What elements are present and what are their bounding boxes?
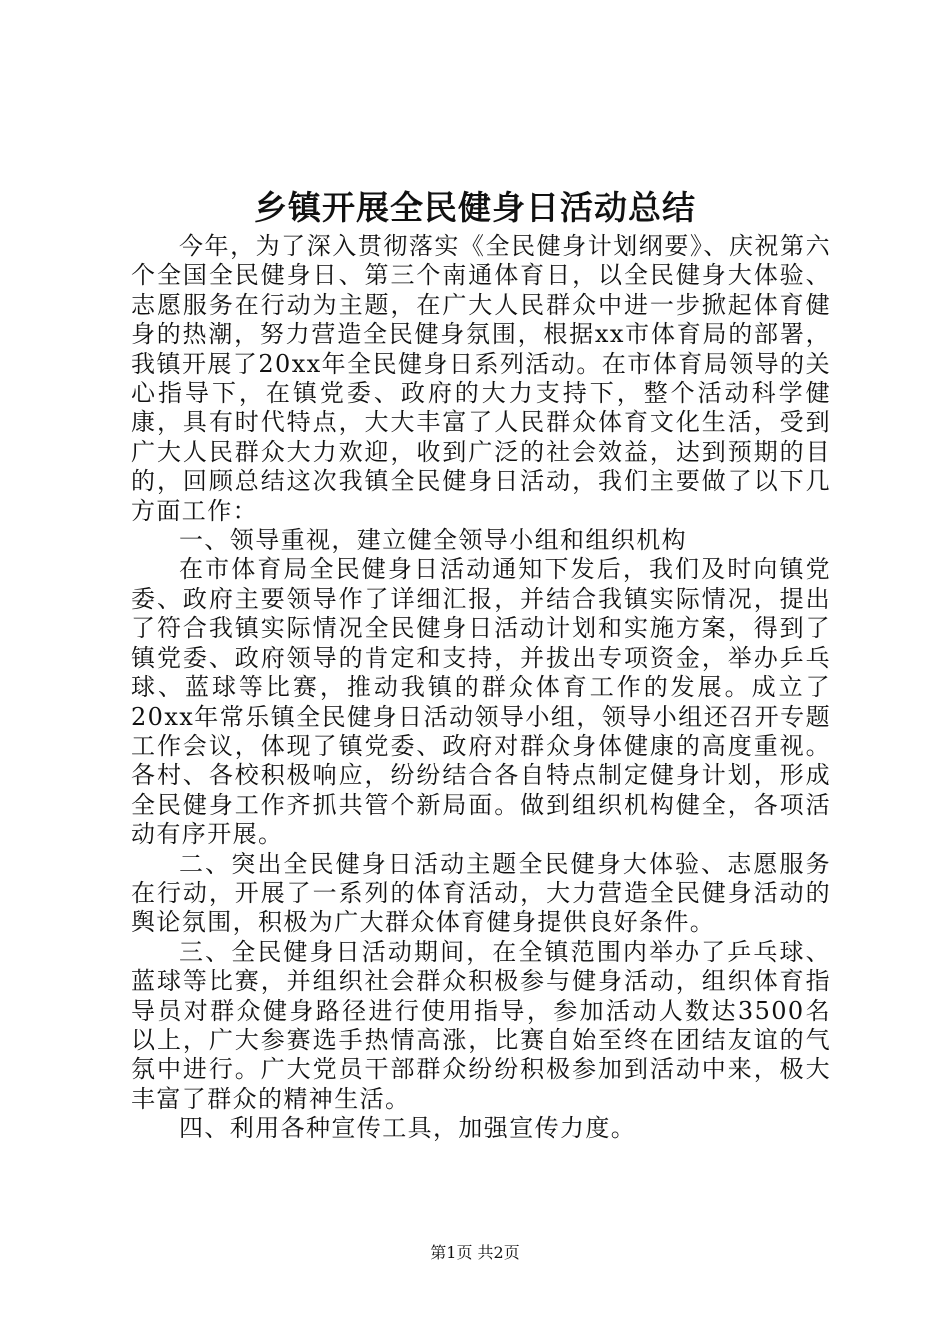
page-footer: 第1页 共2页 [430,1243,520,1262]
paragraph-intro: 今年，为了深入贯彻落实《全民健身计划纲要》、庆祝第六个全国全民健身日、第三个南通体育日，以全民健身大体验、志愿服务在行动为主题，在广大人民群众中进一步掀起体育健身的热潮，努力营造全民健身氛围，根据xx市体育局的部署，我镇开展了20xx年全民健身日系列活动。在市体育局领导的关心指导下，在镇党委、政府的大力支持下，整个活动科学健康，具有时代特点，大大丰富了人民群众体育文化生活，受到广大人民群众大力欢迎，收到广泛的社会效益，达到预期的目的，回顾总结这次我镇全民健身日活动，我们主要做了以下几方面工作： [131,232,831,525]
paragraph-section-2: 二、突出全民健身日活动主题全民健身大体验、志愿服务在行动，开展了一系列的体育活动，大力营造全民健身活动的舆论氛围，积极为广大群众体育健身提供良好条件。 [131,849,831,937]
document-title: 乡镇开展全民健身日活动总结 [254,188,696,227]
section-heading-1: 一、领导重视，建立健全领导小组和组织机构 [179,526,687,555]
section-heading-4: 四、利用各种宣传工具，加强宣传力度。 [179,1114,637,1143]
paragraph-section-1: 在市体育局全民健身日活动通知下发后，我们及时向镇党委、政府主要领导作了详细汇报，并结合我镇实际情况，提出了符合我镇实际情况全民健身日活动计划和实施方案，得到了镇党委、政府领导的肯定和支持，并拔出专项资金，举办乒乓球、蓝球等比赛，推动我镇的群众体育工作的发展。成立了20xx年常乐镇全民健身日活动领导小组，领导小组还召开专题工作会议，体现了镇党委、政府对群众身体健康的高度重视。各村、各校积极响应，纷纷结合各自特点制定健身计划，形成全民健身工作齐抓共管个新局面。做到组织机构健全，各项活动有序开展。 [131,555,831,849]
document-body [131,232,831,1144]
paragraph-section-3: 三、全民健身日活动期间，在全镇范围内举办了乒乓球、蓝球等比赛，并组织社会群众积极参与健身活动，组织体育指导员对群众健身路径进行使用指导，参加活动人数达3500名以上，广大参赛选手热情高涨，比赛自始至终在团结友谊的气氛中进行。广大党员干部群众纷纷积极参加到活动中来，极大丰富了群众的精神生活。 [131,937,831,1113]
